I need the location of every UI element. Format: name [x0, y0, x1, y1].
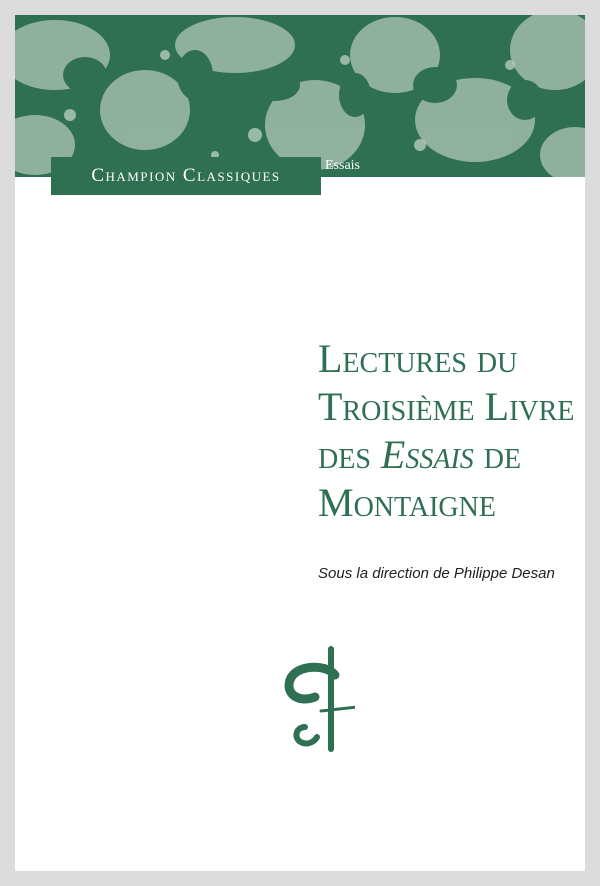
editor-credit: Sous la direction de Philippe Desan [318, 565, 555, 582]
title-line-3 [318, 431, 580, 479]
book-cover [15, 15, 585, 871]
title-line-4: Montaigne [318, 480, 496, 525]
title-line-3-pre: des [318, 432, 381, 477]
collection-name: Essais [325, 158, 360, 173]
series-name: Champion Classiques [51, 157, 321, 195]
title-line-3-post: de [473, 432, 522, 477]
title-line-2: Troisième Livre [318, 384, 575, 429]
champion-logo-icon [265, 645, 355, 755]
book-title [318, 335, 580, 527]
marbled-pattern [15, 15, 585, 177]
title-line-1: Lectures du [318, 336, 518, 381]
title-line-3-italic: Essais [380, 432, 474, 477]
